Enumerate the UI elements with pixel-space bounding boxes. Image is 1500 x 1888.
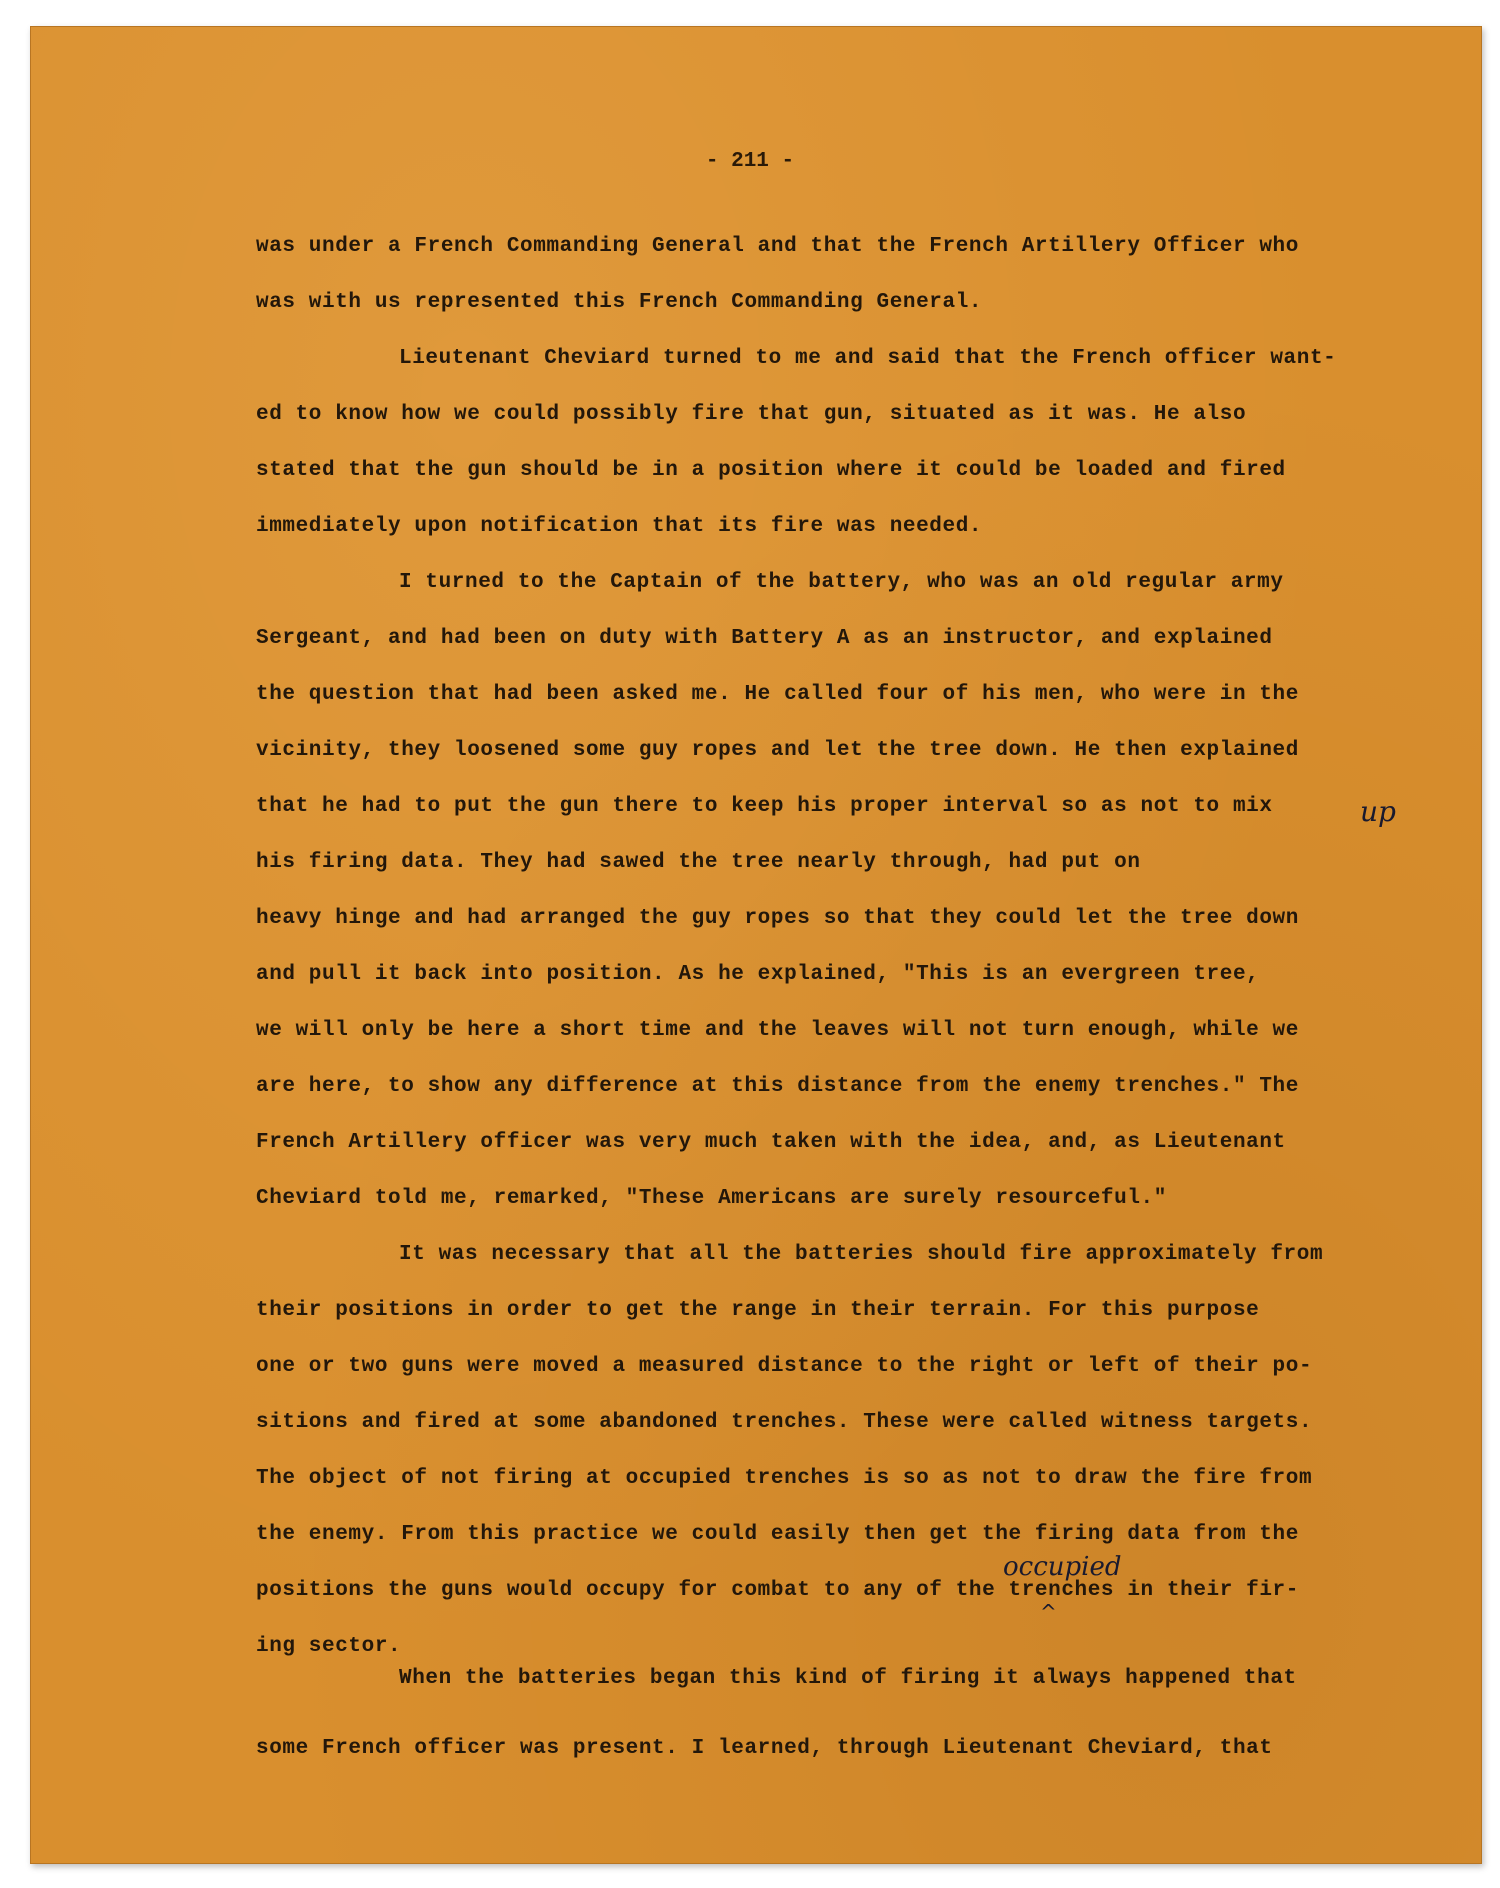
text-line: ing sector. (256, 1635, 402, 1658)
text-line: one or two guns were moved a measured distance to the right or left of their po- (256, 1355, 1313, 1378)
text-line: The object of not firing at occupied trenches is so as not to draw the fire from (256, 1467, 1313, 1490)
text-line: sitions and fired at some abandoned trenches. These were called witness targets. (256, 1411, 1313, 1434)
handwritten-insert-up: up (1360, 795, 1396, 828)
text-line: his firing data. They had sawed the tree nearly through, had put on (256, 851, 1141, 874)
text-line: the enemy. From this practice we could easily then get the firing data from the (256, 1523, 1299, 1546)
text-line: Sergeant, and had been on duty with Battery A as an instructor, and explained (256, 627, 1273, 650)
handwritten-insert-occupied: occupied (1003, 1552, 1122, 1582)
text-line: their positions in order to get the range in their terrain. For this purpose (256, 1299, 1260, 1322)
handwritten-caret: ^ (1040, 1600, 1057, 1624)
text-line: and pull it back into position. As he explained, "This is an evergreen tree, (256, 963, 1260, 986)
text-line: immediately upon notification that its fire was needed. (256, 515, 983, 538)
text-line: ed to know how we could possibly fire that gun, situated as it was. He also (256, 403, 1247, 426)
paragraph-start-line: Lieutenant Cheviard turned to me and said that the French officer want- (399, 347, 1337, 370)
text-line: the question that had been asked me. He called four of his men, who were in the (256, 683, 1299, 706)
text-line: French Artillery officer was very much taken with the idea, and, as Lieutenant (256, 1131, 1286, 1154)
paragraph-start-line: I turned to the Captain of the battery, who was an old regular army (399, 571, 1284, 594)
text-line: vicinity, they loosened some guy ropes and let the tree down. He then explained (256, 739, 1299, 762)
body-text (256, 233, 1416, 1791)
paragraph-start-line: It was necessary that all the batteries should fire approximately from (399, 1243, 1324, 1266)
text-line: we will only be here a short time and the leaves will not turn enough, while we (256, 1019, 1299, 1042)
text-line: was under a French Commanding General and that the French Artillery Officer who (256, 235, 1299, 258)
text-line: heavy hinge and had arranged the guy ropes so that they could let the tree down (256, 907, 1299, 930)
text-line: Cheviard told me, remarked, "These Americans are surely resourceful." (256, 1187, 1167, 1210)
text-line: stated that the gun should be in a position where it could be loaded and fired (256, 459, 1286, 482)
text-line: was with us represented this French Commanding General. (256, 291, 983, 314)
text-line: positions the guns would occupy for combat to any of the trenches in their fir- (256, 1579, 1299, 1602)
text-line: some French officer was present. I learned, through Lieutenant Cheviard, that (256, 1737, 1273, 1760)
text-line: that he had to put the gun there to keep his proper interval so as not to mix (256, 795, 1273, 818)
text-line: are here, to show any difference at this distance from the enemy trenches." The (256, 1075, 1299, 1098)
paragraph-start-line: When the batteries began this kind of firing it always happened that (399, 1667, 1297, 1690)
page-number: - 211 - (705, 150, 795, 173)
